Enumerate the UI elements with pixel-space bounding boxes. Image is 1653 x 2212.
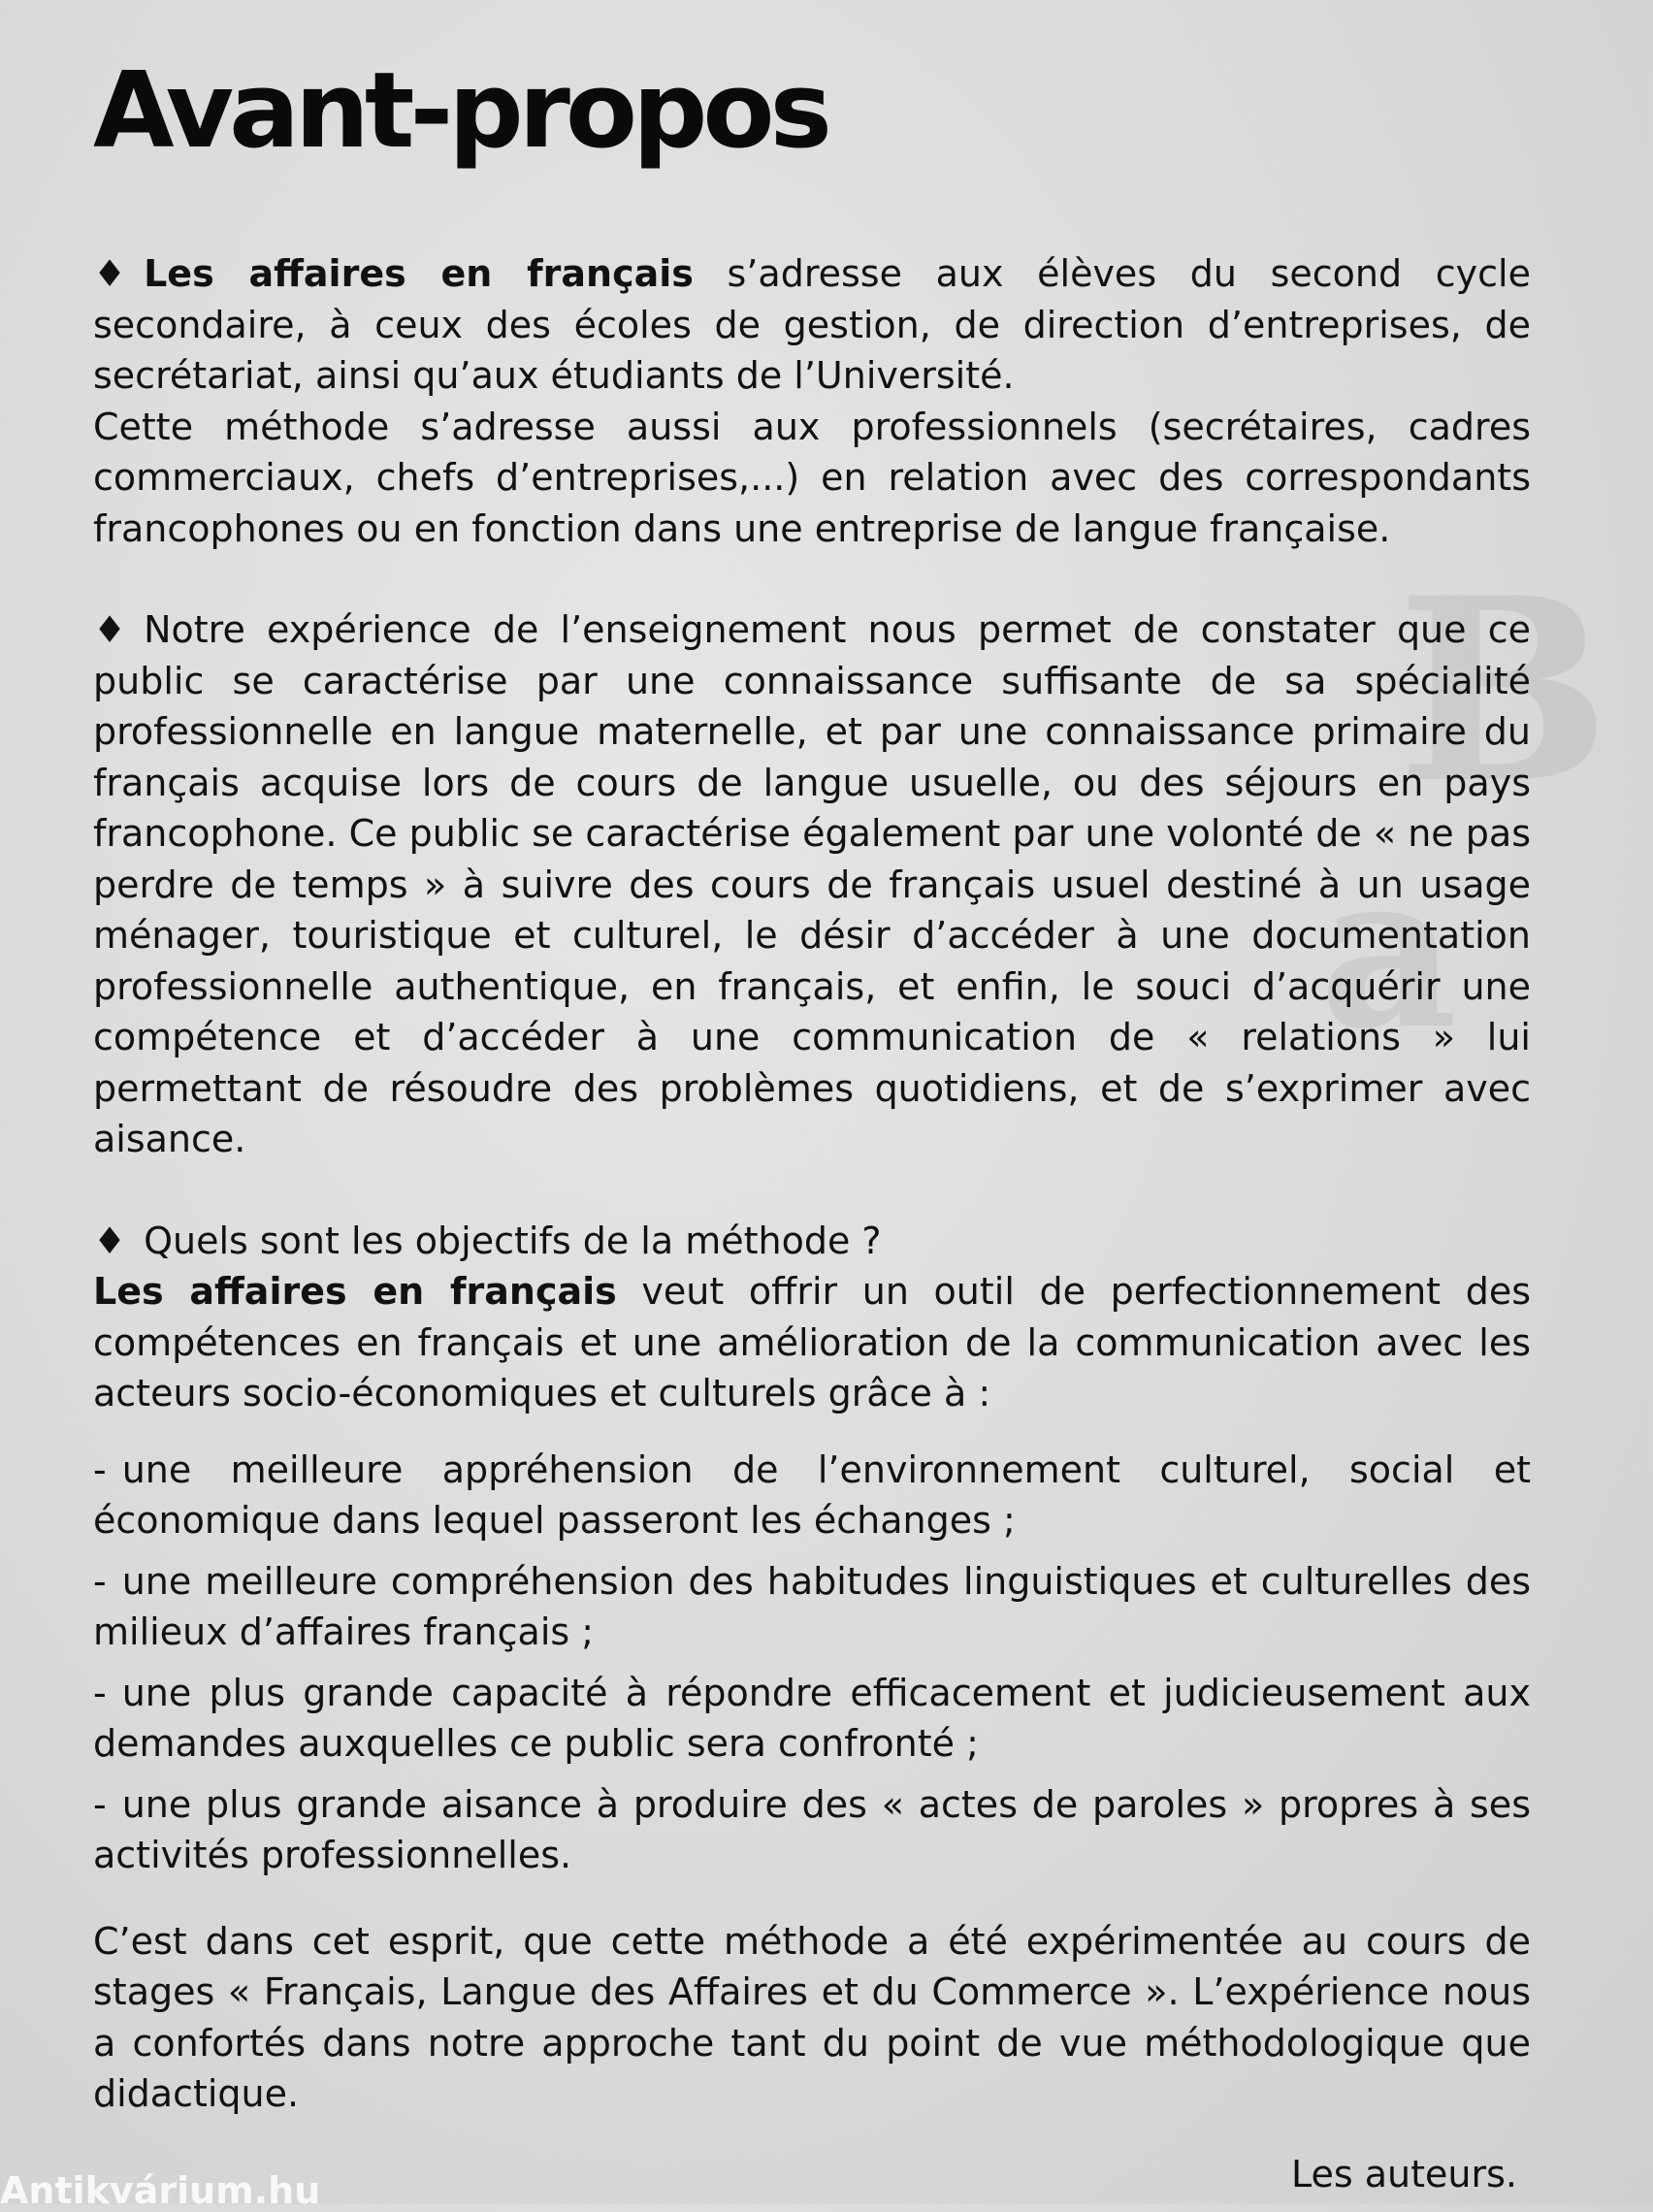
bleed-through-decoration: B (1397, 543, 1610, 839)
paragraph-text: veut offrir un outil de perfectionnement des compétences en français et une amélioration de la communication avec les acteurs socio-économiques et culturels grâce à : (93, 1270, 1531, 1415)
page-title: Avant-propos (93, 50, 827, 172)
list-item-text: une meilleure appréhension de l’environnement culturel, social et économique dans lequel passeront les échanges ; (93, 1448, 1531, 1542)
diamond-bullet-icon: ♦ (93, 608, 127, 651)
list-item-text: une plus grande capacité à répondre efficacement et judicieusement aux demandes auxquelles ce public sera confronté ; (93, 1671, 1531, 1765)
objectives-list (93, 1445, 1531, 1881)
paragraph-professionals: Cette méthode s’adresse aussi aux professionnels (secrétaires, cadres commerciaux, chefs d’entreprises,...) en relation avec des correspondants francophones ou en fonction dans une entreprise de langue française. (93, 405, 1531, 550)
list-item-text: une meilleure compréhension des habitudes linguistiques et culturelles des milieux d’affaires français ; (93, 1559, 1531, 1653)
list-item (93, 1779, 1531, 1881)
list-item (93, 1556, 1531, 1658)
watermark: Antikvárium.hu (0, 2169, 321, 2212)
book-title-emphasis: Les affaires en français (93, 1270, 617, 1313)
paragraph-text: Notre expérience de l’enseignement nous permet de constater que ce public se caractérise par une connaissance suffisante de sa spécialité professionnelle en langue maternelle, et par une connaissance primaire du français acquise lors de cours de langue usuelle, ou des séjours en pays francophone. Ce public se caractérise également par une volonté de « ne pas perdre de temps » à suivre des cours de français usuel destiné à un usage ménager, touristique et culturel, le désir d’accéder à une documentation professionnelle authentique, en français, et enfin, le souci d’acquérir une compétence et d’accéder à une communication de « relations » lui permettant de résoudre des problèmes quotidiens, et de s’exprimer avec aisance. (93, 608, 1531, 1160)
diamond-bullet-icon: ♦ (93, 252, 127, 295)
paragraph-experience (93, 604, 1531, 1165)
dash-bullet: - (93, 1448, 107, 1491)
dash-bullet: - (93, 1782, 107, 1826)
diamond-bullet-icon: ♦ (93, 1219, 127, 1262)
document-body (93, 248, 1531, 2199)
bleed-through-decoration: a (1319, 825, 1458, 1076)
list-item (93, 1668, 1531, 1770)
dash-bullet: - (93, 1559, 107, 1603)
question-text: Quels sont les objectifs de la méthode ? (144, 1219, 882, 1262)
document-page (93, 39, 1531, 2199)
book-title-emphasis: Les affaires en français (144, 252, 694, 295)
paragraph-objectives (93, 1266, 1531, 1419)
objectives-question (93, 1216, 1531, 1267)
paragraph-audience (93, 248, 1531, 402)
paragraph-text: s’adresse aux élèves du second cycle secondaire, à ceux des écoles de gestion, de direction d’entreprises, de secrétariat, ainsi qu’aux étudiants de l’Université. (93, 252, 1531, 397)
dash-bullet: - (93, 1671, 107, 1714)
paragraph-conclusion: C’est dans cet esprit, que cette méthode a été expérimentée au cours de stages « Français, Langue des Affaires et du Commerce ». L’expérience nous a confortés dans notre approche tant du point de vue méthodologique que didactique. (93, 1919, 1531, 2115)
list-item (93, 1445, 1531, 1546)
list-item-text: une plus grande aisance à produire des « actes de paroles » propres à ses activités professionnelles. (93, 1782, 1531, 1876)
signature: Les auteurs. (1291, 2152, 1517, 2196)
